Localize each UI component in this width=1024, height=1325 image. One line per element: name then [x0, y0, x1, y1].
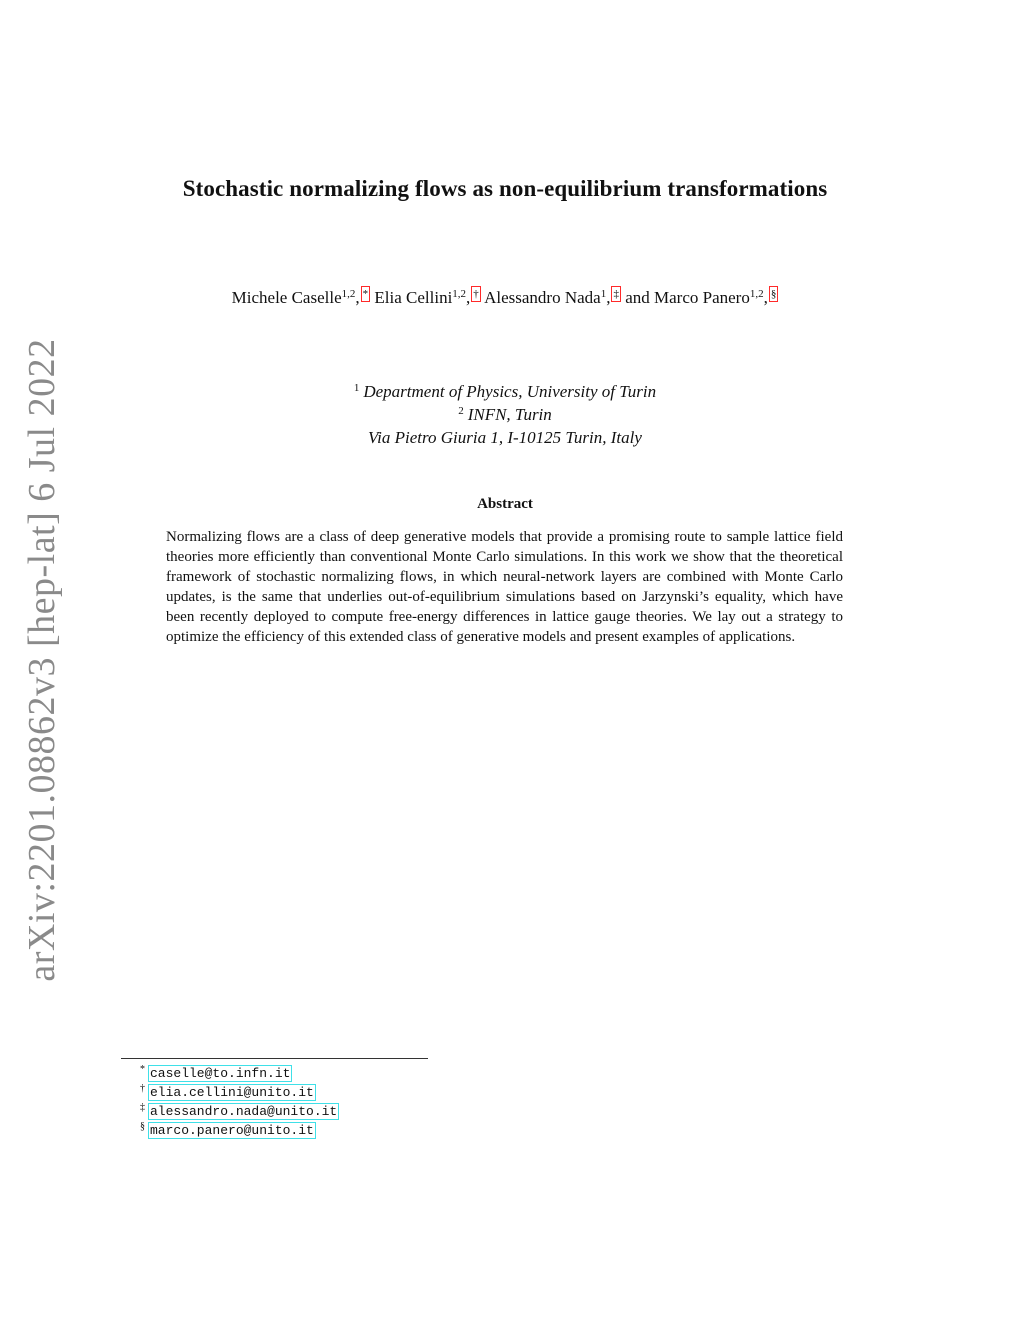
affiliation-line	[0, 403, 1010, 426]
email-link[interactable]: marco.panero@unito.it	[150, 1123, 314, 1138]
author-affiliation: 1,2	[452, 288, 467, 300]
footnote-mark: †	[140, 1083, 145, 1094]
affiliation-number: 1	[353, 382, 360, 394]
footnote-item	[140, 1102, 339, 1121]
email-link[interactable]: caselle@to.infn.it	[150, 1066, 291, 1081]
author-name: Elia Cellini	[374, 288, 453, 307]
author-name: Alessandro Nada	[484, 288, 601, 307]
affiliation-number: 2	[458, 405, 464, 417]
footnote-link[interactable]: *	[362, 288, 369, 300]
email-link[interactable]: alessandro.nada@unito.it	[150, 1104, 338, 1119]
email-link[interactable]: elia.cellini@unito.it	[150, 1085, 314, 1100]
author-list: Michele Caselle$^{1,2}$, * Elia Cellini$^{1,2}$, † Alessandro Nada$^1$, ‡ and Marco Panero$^{1,2}$, §	[231, 288, 777, 307]
footnote-item	[140, 1121, 339, 1140]
footnote-item	[140, 1083, 339, 1102]
footnote-mark: ‡	[140, 1102, 145, 1113]
author-affiliation: 1,2	[749, 288, 764, 300]
footnote-mark: §	[140, 1121, 145, 1132]
affiliations	[0, 380, 1010, 449]
footnote-item	[140, 1064, 339, 1083]
affiliation-line	[0, 380, 1010, 403]
affiliation-text: Department of Physics, University of Turin	[363, 382, 657, 401]
footnote-link[interactable]: ‡	[613, 288, 619, 300]
footnote-link[interactable]: †	[473, 288, 479, 300]
affiliation-text: INFN, Turin	[467, 405, 552, 424]
author-name: Marco Panero	[654, 288, 750, 307]
affiliation-address: Via Pietro Giuria 1, I-10125 Turin, Italy	[368, 428, 642, 447]
author-conjunction: and	[625, 288, 650, 307]
author-affiliation: 1	[600, 288, 607, 300]
footnotes	[140, 1064, 339, 1140]
abstract-text: Normalizing flows are a class of deep generative models that provide a promising route to sample lattice field theories more efficiently than conventional Monte Carlo simulations. In this work we show that the theoretical framework of stochastic normalizing flows, in which neural-network layers are combined with Monte Carlo updates, is the same that underlies out-of-equilibrium simulations based on Jarzynski’s equality, which have been recently deployed to compute free-energy differences in lattice gauge theories. We lay out a strategy to optimize the efficiency of this extended class of generative models and present examples of applications.	[166, 529, 843, 645]
arxiv-identifier-text: arXiv:2201.08862v3 [hep-lat] 6 Jul 2022	[21, 338, 63, 982]
author-affiliation: 1,2	[341, 288, 356, 300]
footnote-link[interactable]: §	[770, 288, 777, 300]
footnote-rule	[121, 1058, 428, 1059]
paper-title: Stochastic normalizing flows as non-equilibrium transformations	[182, 176, 828, 201]
abstract-heading: Abstract	[477, 496, 533, 512]
footnote-mark: *	[140, 1064, 145, 1075]
affiliation-line	[0, 426, 1010, 449]
author-name: Michele Caselle	[231, 288, 342, 307]
